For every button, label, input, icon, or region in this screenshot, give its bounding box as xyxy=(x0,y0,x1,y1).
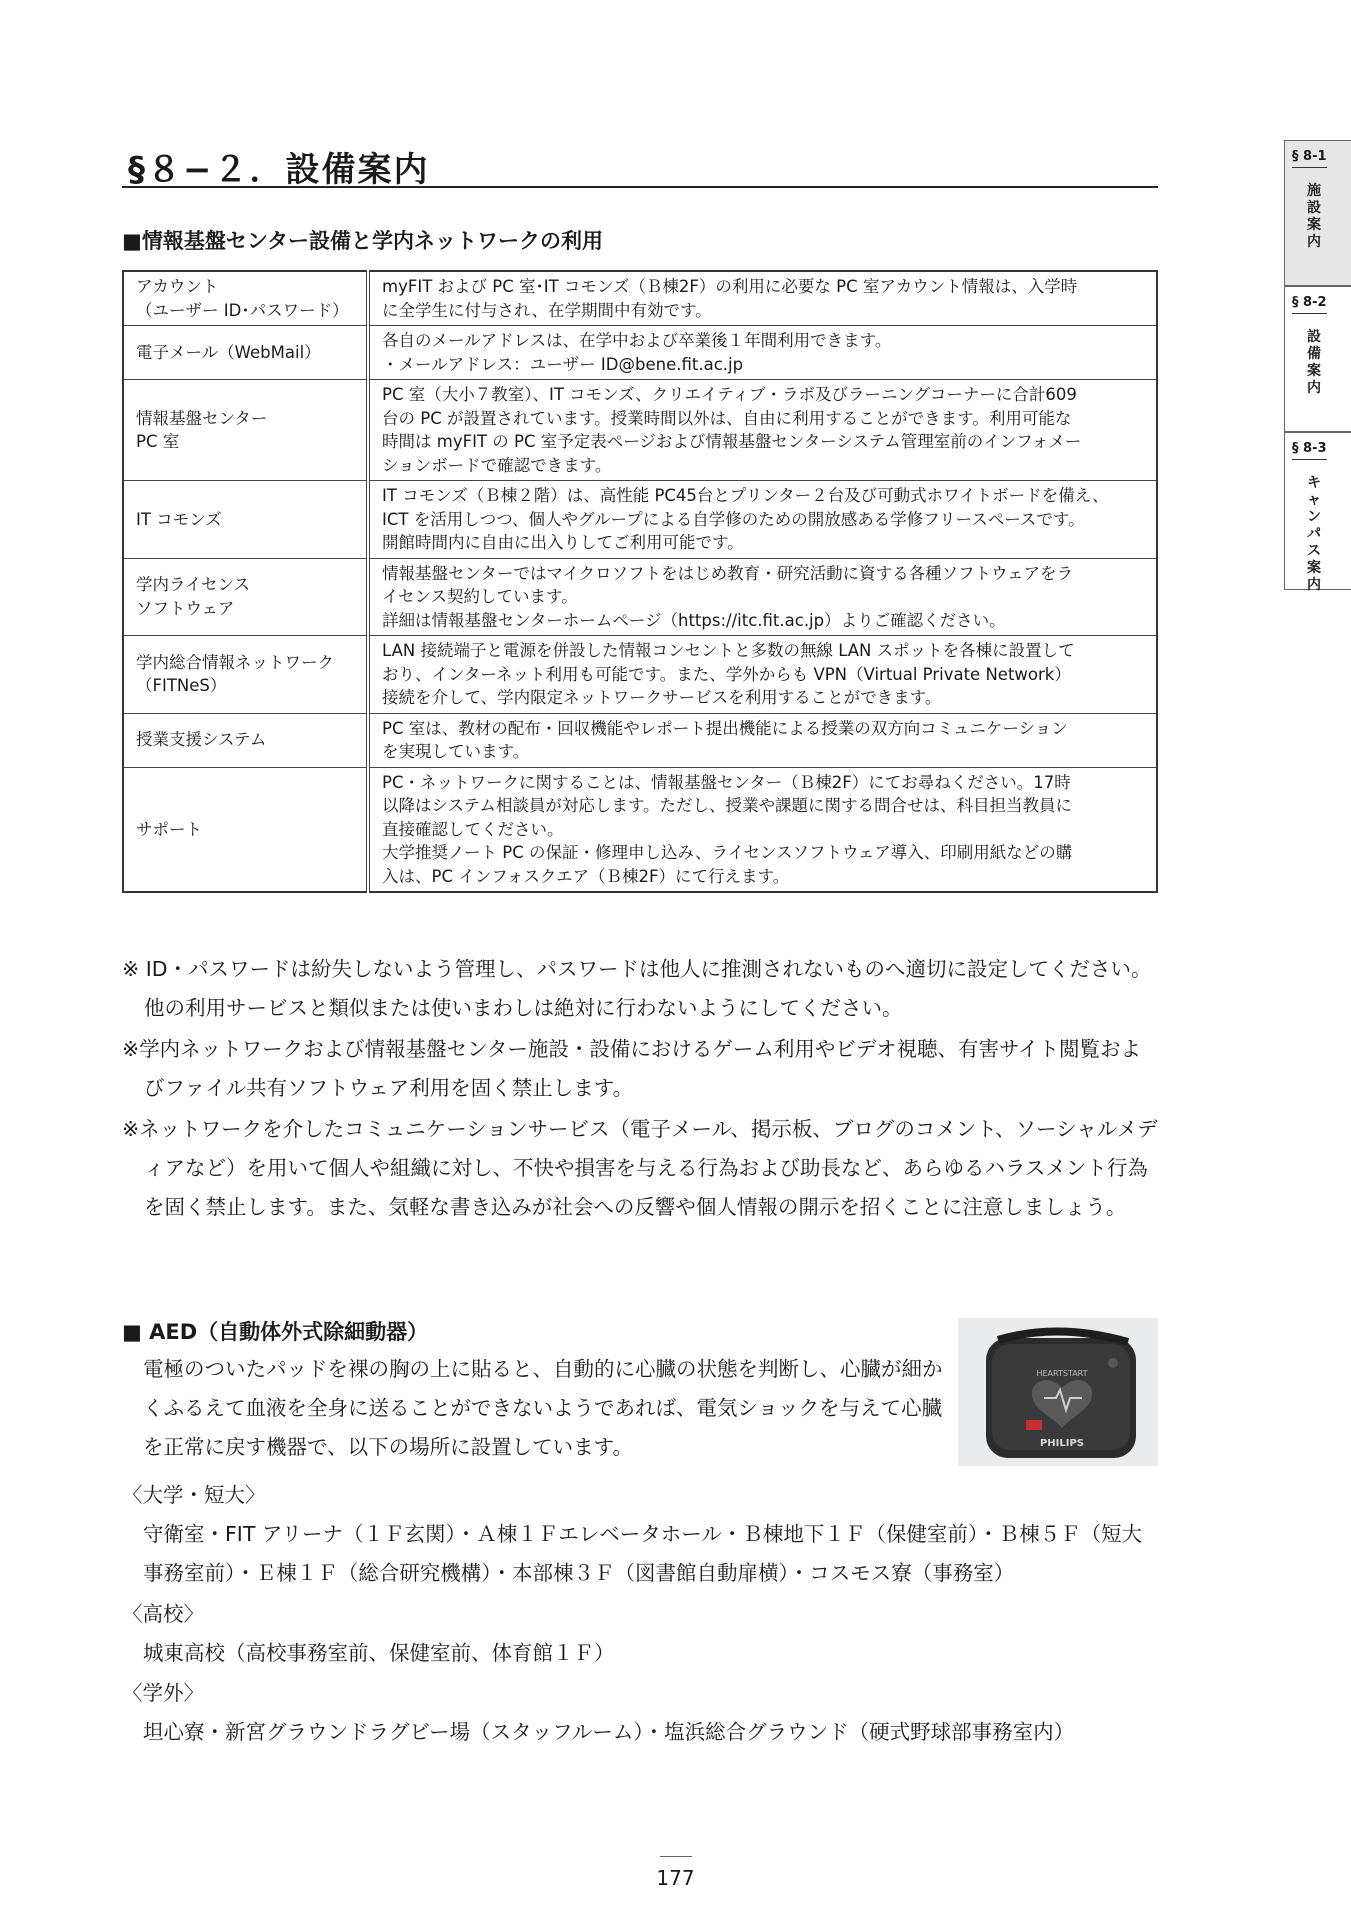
row-description-line: 大学推奨ノート PC の保証・修理申し込み、ライセンスソフトウェア導入、印刷用紙などの購 xyxy=(382,843,1073,862)
aed-brand-logo: PHILIPS xyxy=(1039,1438,1085,1449)
row-description-line: IT コモンズ（Ｂ棟２階）は、高性能 PC45台とプリンター２台及び可動式ホワイトボードを備え、 xyxy=(382,486,1109,505)
row-description-cell xyxy=(368,767,1157,892)
row-description-cell xyxy=(368,558,1157,636)
aed-device-illustration xyxy=(958,1318,1158,1466)
row-description-line: 台の PC が設置されています。授業時間以外は、自由に利用することができます。利用可能な xyxy=(382,408,1072,428)
location-list-highschool: 城東高校（高校事務室前、保健室前、体育館１Ｆ） xyxy=(143,1641,615,1665)
row-description-cell xyxy=(368,326,1157,380)
row-label-cell xyxy=(123,767,368,892)
row-label-cell xyxy=(123,380,368,481)
table-row xyxy=(123,558,1157,636)
facilities-table xyxy=(122,270,1158,893)
index-tab-label: キャンパス案内 xyxy=(1307,475,1321,593)
row-label: 学内総合情報ネットワーク xyxy=(136,652,334,672)
row-label: 情報基盤センター xyxy=(136,408,268,428)
row-label: （ユーザー ID･パスワード） xyxy=(136,300,349,320)
row-label-cell xyxy=(123,481,368,559)
aed-description: 電極のついたパッドを裸の胸の上に貼ると、自動的に心臓の状態を判断し、心臓が細かくふるえて血液を全身に送ることができないようであれば、電気ショックを与えて心臓を正常に戻す機器で、以下の場所に設置しています。 xyxy=(143,1357,943,1459)
row-label-cell xyxy=(123,326,368,380)
row-label-cell xyxy=(123,636,368,714)
row-label: ソフトウェア xyxy=(136,598,235,618)
row-label: （FITNeS） xyxy=(136,676,227,696)
table-row xyxy=(123,636,1157,714)
facilities-table-body xyxy=(123,271,1157,892)
row-description-line: おり、インターネット利用も可能です。また、学外からも VPN（Virtual Private Network） xyxy=(382,664,1071,684)
table-row xyxy=(123,713,1157,767)
row-description-line: イセンス契約しています。 xyxy=(382,587,578,606)
row-description-line: 入は、PC インフォスクエア（Ｂ棟2F）にて行えます。 xyxy=(382,866,790,886)
section-heading-network: ■情報基盤センター設備と学内ネットワークの利用 xyxy=(122,229,603,253)
row-description-cell xyxy=(368,271,1157,326)
index-tab-8-1[interactable] xyxy=(1284,140,1351,286)
row-description-line: ションボードで確認できます。 xyxy=(382,455,612,475)
note-password: ※ ID・パスワードは紛失しないよう管理し、パスワードは他人に推測されないものへ適切に設定してください。他の利用サービスと類似または使いまわしは絶対に行わないようにしてください。 xyxy=(122,957,1152,1020)
table-row xyxy=(123,481,1157,559)
row-description-line: PC 室（大小７教室）、IT コモンズ、クリエイティブ・ラボ及びラーニングコーナーに合計609 xyxy=(382,385,1077,404)
note-harassment: ※ネットワークを介したコミュニケーションサービス（電子メール、掲示板、ブログのコメント、ソーシャルメディアなど）を用いて個人や組織に対し、不快や損害を与える行為および助長など、あらゆるハラスメント行為を固く禁止します。また、気軽な書き込みが社会への反響や個人情報の開示を招くことに注意しましょう。 xyxy=(122,1117,1158,1219)
table-row xyxy=(123,380,1157,481)
table-row xyxy=(123,271,1157,326)
row-label-cell xyxy=(123,558,368,636)
page-number-rule xyxy=(660,1856,692,1857)
row-description-cell xyxy=(368,713,1157,767)
row-description-line: 各自のメールアドレスは、在学中および卒業後１年間利用できます。 xyxy=(382,331,892,350)
section-heading-aed: ■ AED（自動体外式除細動器） xyxy=(122,1320,429,1344)
row-description-line: PC・ネットワークに関することは、情報基盤センター（Ｂ棟2F）にてお尋ねください。17時 xyxy=(382,772,1071,792)
row-label: アカウント xyxy=(136,277,219,296)
row-description-cell xyxy=(368,380,1157,481)
aed-model-label: HEARTSTART xyxy=(1036,1369,1088,1378)
location-category-university: 〈大学・短大〉 xyxy=(122,1483,266,1507)
row-description-line: ・メールアドレス：ユーザー ID@bene.fit.ac.jp xyxy=(382,354,744,374)
page-number: 177 xyxy=(656,1866,695,1890)
row-label: 電子メール（WebMail） xyxy=(136,342,321,362)
index-tab-label: 施設案内 xyxy=(1307,183,1321,250)
row-description-cell xyxy=(368,636,1157,714)
row-description-line: 開館時間内に自由に出入りしてご利用可能です。 xyxy=(382,533,744,552)
aed-device-photo xyxy=(958,1318,1158,1466)
location-list-offcampus: 坦心寮・新宮グラウンドラグビー場（スタッフルーム）・塩浜総合グラウンド（硬式野球部事務室内） xyxy=(143,1720,1075,1744)
row-description-line: PC 室は、教材の配布・回収機能やレポート提出機能による授業の双方向コミュニケーション xyxy=(382,718,1068,738)
row-description-cell xyxy=(368,481,1157,559)
row-description-line: myFIT および PC 室･IT コモンズ（Ｂ棟2F）の利用に必要な PC 室アカウント情報は、入学時 xyxy=(382,277,1078,296)
location-category-offcampus: 〈学外〉 xyxy=(122,1681,204,1705)
row-description-line: ICT を活用しつつ、個人やグループによる自学修のための開放感ある学修フリースペースです。 xyxy=(382,509,1085,529)
row-label: PC 室 xyxy=(136,432,180,451)
index-tab-number: § 8-3 xyxy=(1292,441,1327,460)
page-title: §８−２．設備案内 xyxy=(128,150,430,190)
index-tab-8-3[interactable] xyxy=(1284,432,1351,593)
row-description-line: に全学生に付与され、在学期間中有効です。 xyxy=(382,300,712,320)
row-label: IT コモンズ xyxy=(136,509,222,529)
row-description-line: 時間は myFIT の PC 室予定表ページおよび情報基盤センターシステム管理室前のインフォメー xyxy=(382,432,1082,451)
location-list-university: 守衛室・FIT アリーナ（１Ｆ玄関）・Ａ棟１Ｆエレベータホール・Ｂ棟地下１Ｆ（保健室前）・Ｂ棟５Ｆ（短大事務室前）・Ｅ棟１Ｆ（総合研究機構）・本部棟３Ｆ（図書館自動扉横）・コスモス寮（事務室） xyxy=(143,1522,1143,1585)
row-description-line: LAN 接続端子と電源を併設した情報コンセントと多数の無線 LAN スポットを各棟に設置して xyxy=(382,641,1075,660)
table-row xyxy=(123,326,1157,380)
row-description-line: 接続を介して、学内限定ネットワークサービスを利用することができます。 xyxy=(382,688,942,707)
index-tab-8-2[interactable] xyxy=(1284,286,1351,432)
index-tab-number: § 8-1 xyxy=(1292,149,1327,168)
table-row xyxy=(123,767,1157,892)
row-label: 学内ライセンス xyxy=(136,575,251,595)
section-index-sidebar xyxy=(1284,140,1351,593)
row-label-cell xyxy=(123,713,368,767)
row-label-cell xyxy=(123,271,368,326)
row-description-line: 直接確認してください。 xyxy=(382,819,564,839)
row-label: 授業支援システム xyxy=(136,730,267,750)
row-description-line: 情報基盤センターではマイクロソフトをはじめ教育・研究活動に資する各種ソフトウェアをラ xyxy=(382,563,1074,583)
index-tab-number: § 8-2 xyxy=(1292,295,1327,314)
index-tab-label: 設備案内 xyxy=(1307,329,1321,396)
row-description-line: 以降はシステム相談員が対応します。ただし、授業や課題に関する問合せは、科目担当教員に xyxy=(382,796,1073,815)
location-category-highschool: 〈高校〉 xyxy=(122,1602,204,1626)
title-underline xyxy=(122,186,1158,188)
row-label: サポート xyxy=(136,819,202,839)
row-description-line: を実現しています。 xyxy=(382,742,530,761)
note-prohibited-use: ※学内ネットワークおよび情報基盤センター施設・設備におけるゲーム利用やビデオ視聴、有害サイト閲覧およびファイル共有ソフトウェア利用を固く禁止します。 xyxy=(122,1037,1142,1100)
row-description-line: 詳細は情報基盤センターホームページ（https://itc.fit.ac.jp）よりご確認ください。 xyxy=(382,610,1006,630)
